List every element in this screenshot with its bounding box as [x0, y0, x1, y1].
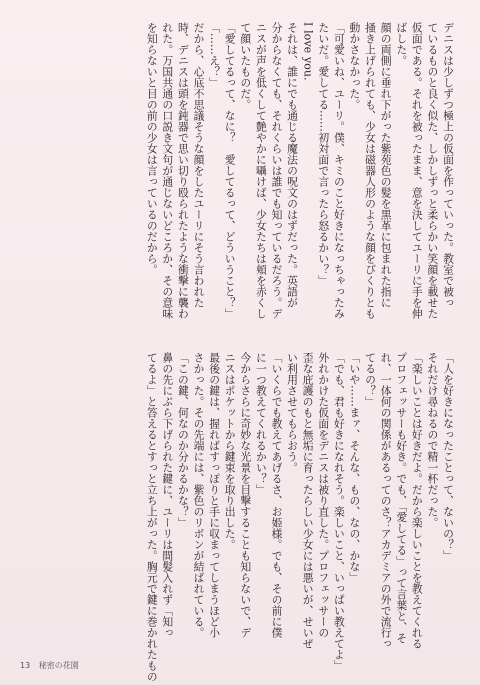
text-line: プロフェッサーも好き。でも、「愛してる」って言葉と、そ: [395, 352, 409, 644]
text-line: 最後の鍵は、握ればすっぽりと手に収まってしまうほど小: [208, 352, 222, 638]
text-line: 顔の両側に垂れ下がった紫苑色の髪を黒革に包まれた指に: [379, 22, 393, 308]
text-line: れ、一体何の関係があるってのさ？アカデミアの外で流行っ: [379, 352, 393, 649]
text-line: てるの？」: [364, 352, 378, 407]
text-line: い利用させてもらおう。: [286, 352, 300, 473]
text-line: 外れかけた仮面をデニスは被り直した。プロフェッサーの: [317, 352, 331, 638]
text-line: 分からなくても、それくらいは誰でも知っているだろう。デ: [270, 22, 284, 319]
text-line: ばした。: [395, 22, 409, 66]
text-line: 動かさなかった。: [348, 22, 362, 110]
text-line: 歪な庇護のもと無垢に育ったらしい少女には悪いが、せいぜ: [301, 352, 315, 649]
page-number: 13: [20, 661, 31, 670]
text-line: デニスは少しずつ極上の仮面を作っていった。教室で被っ: [442, 22, 455, 308]
text-line: 「この鍵、何なのか分かるかな？」: [176, 352, 190, 528]
text-line: 「人を好きになったことって、ないの？」: [442, 352, 455, 561]
text-line: 今からさらに奇妙な光景を目撃することも知らないで、デ: [239, 352, 253, 638]
text-line: れた。万国共通の口説き文句が通じないどころか、その意味: [161, 22, 175, 319]
text-line: それだけ尋ねるので精一杯だった。: [426, 352, 440, 528]
text-line: 仮面である。それを被ったまま、意を決してユーリに手を伸: [410, 22, 424, 319]
text-line: だから、心底不思議そうな顔をしたユーリにそう言われた: [192, 22, 206, 308]
text-line: 「可愛いね、ユーリ。僕、キミのこと好きになっちゃったみ: [332, 22, 346, 319]
text-line: ニスはポケットから鍵束を取り出した。: [223, 352, 237, 550]
text-line: に一つ教えてくれるかい？」: [254, 352, 268, 495]
text-line: 「いくらでも教えてあげるさ、お姫様。でも、その前に僕: [270, 352, 284, 638]
text-line: I love you.: [301, 22, 315, 81]
text-line: てるよ」と答えるとすっと立ち上がった。胸元で鍵に巻かれたもの: [145, 352, 159, 682]
text-line: たいだ。愛してる……初対面で言ったら怒るかい？」: [317, 22, 331, 286]
page-footer: [20, 660, 85, 671]
text-line: 時、デニスは頭を鈍器で思い切り殴られたような衝撃に襲わ: [176, 22, 190, 319]
text-line: 掻き上げられても、少女は磁器人形のような顔をぴくりとも: [364, 22, 378, 319]
text-line: 鼻の先にぶら下げられた鍵に、ユーリは間髪入れず「知っ: [161, 352, 175, 638]
text-line: 「楽しいことは好きだよ。だから楽しいことを教えてくれる: [410, 352, 424, 649]
book-title: 秘密の花園: [38, 661, 79, 670]
text-line: 「いや……まァ、そんな、もの、なの、かな」: [348, 352, 362, 583]
text-line: 「愛してるって、なに？ 愛してるって、どういうこと？」: [223, 22, 237, 319]
text-line: て顔いたものだ。: [239, 22, 253, 110]
text-line: ているものと良く似た、しかしずっと柔らかい笑顔を載せた: [426, 22, 440, 319]
text-line: を知らないと目の前の少女は言っているのだから。: [145, 22, 159, 275]
text-line: 「でも、君も好きになれそう。楽しいこと、いっぱい教えてよ」: [332, 352, 346, 671]
text-line: さかった。その先端には、紫色のリボンが結ばれている。: [192, 352, 206, 638]
text-line: ニスが声を低くして艶やかに囁けば、少女たちは頬を赤くし: [254, 22, 268, 319]
vertical-text-block-upper: [144, 22, 456, 319]
vertical-text-block-lower: [144, 352, 456, 682]
text-line: それは、誰にでも通じる魔法の呪文のはずだった。英語が: [286, 22, 300, 308]
text-line: 「……え？」: [208, 22, 222, 88]
